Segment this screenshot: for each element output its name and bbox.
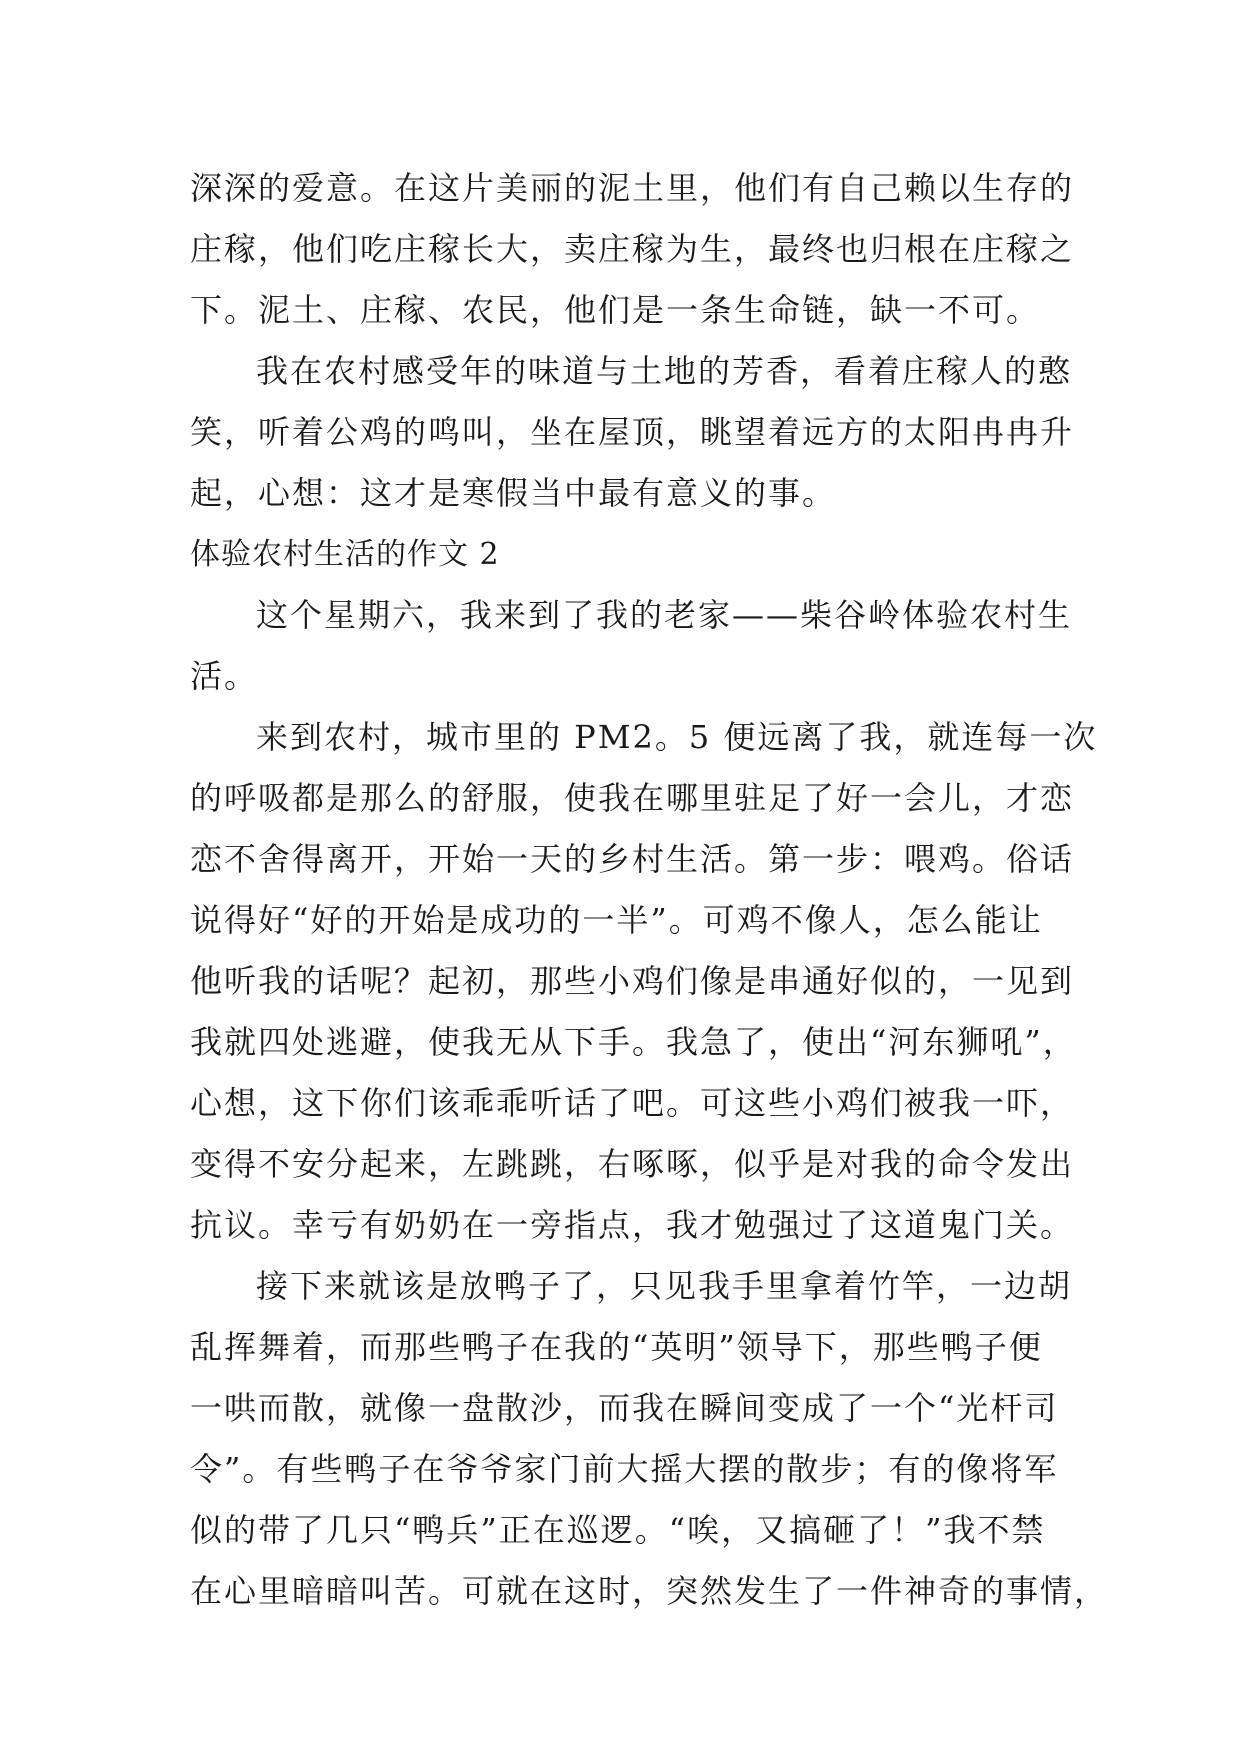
text-line: 我在农村感受年的味道与土地的芳香，看着庄稼人的憨	[256, 352, 1073, 390]
text-line: 一哄而散，就像一盘散沙，而我在瞬间变成了一个“光杆司	[190, 1389, 1059, 1427]
text-line: 抗议。幸亏有奶奶在一旁指点，我才勉强过了这道鬼门关。	[190, 1206, 1075, 1244]
text-line: 变得不安分起来，左跳跳，右啄啄，似乎是对我的命令发出	[190, 1145, 1075, 1183]
text-line: 似的带了几只“鸭兵”正在巡逻。“唉，又搞砸了！”我不禁	[190, 1511, 1046, 1549]
text-line: 恋不舍得离开，开始一天的乡村生活。第一步：喂鸡。俗话	[190, 840, 1075, 878]
text-line: 庄稼，他们吃庄稼长大，卖庄稼为生，最终也归根在庄稼之	[190, 230, 1075, 268]
text-line: 乱挥舞着，而那些鸭子在我的“英明”领导下，那些鸭子便	[190, 1328, 1043, 1366]
section-heading: 体验农村生活的作文 2	[190, 537, 500, 572]
text-line: 活。	[190, 657, 259, 695]
paragraph	[190, 585, 1073, 707]
text-line: 起，心想：这才是寒假当中最有意义的事。	[190, 474, 837, 512]
text-line: 的呼吸都是那么的舒服，使我在哪里驻足了好一会儿，才恋	[190, 779, 1075, 817]
text-line: 这个星期六，我来到了我的老家——柴谷岭体验农村生	[256, 596, 1073, 634]
paragraph	[190, 158, 1075, 341]
text-line: 心想，这下你们该乖乖听话了吧。可这些小鸡们被我一吓，	[190, 1084, 1075, 1122]
text-line: 笑，听着公鸡的鸣叫，坐在屋顶，眺望着远方的太阳冉冉升	[190, 413, 1075, 451]
text-line: 在心里暗暗叫苦。可就在这时，突然发生了一件神奇的事情，	[190, 1572, 1109, 1610]
text-line: 来到农村，城市里的 PM2。5 便远离了我，就连每一次	[256, 718, 1098, 756]
text-line: 说得好“好的开始是成功的一半”。可鸡不像人，怎么能让	[190, 901, 1043, 939]
text-line: 他听我的话呢？起初，那些小鸡们像是串通好似的，一见到	[190, 962, 1075, 1000]
text-line: 令”。有些鸭子在爷爷家门前大摇大摆的散步；有的像将军	[190, 1450, 1059, 1488]
paragraph	[190, 707, 1098, 1256]
paragraph	[190, 1256, 1109, 1622]
text-line: 深深的爱意。在这片美丽的泥土里，他们有自己赖以生存的	[190, 169, 1075, 207]
paragraph	[190, 341, 1075, 524]
text-line: 我就四处逃避，使我无从下手。我急了，使出“河东狮吼”，	[190, 1023, 1077, 1061]
document-body	[190, 158, 1109, 1622]
text-line: 接下来就该是放鸭子了，只见我手里拿着竹竿，一边胡	[256, 1267, 1073, 1305]
text-line: 下。泥土、庄稼、农民，他们是一条生命链，缺一不可。	[190, 291, 1041, 329]
